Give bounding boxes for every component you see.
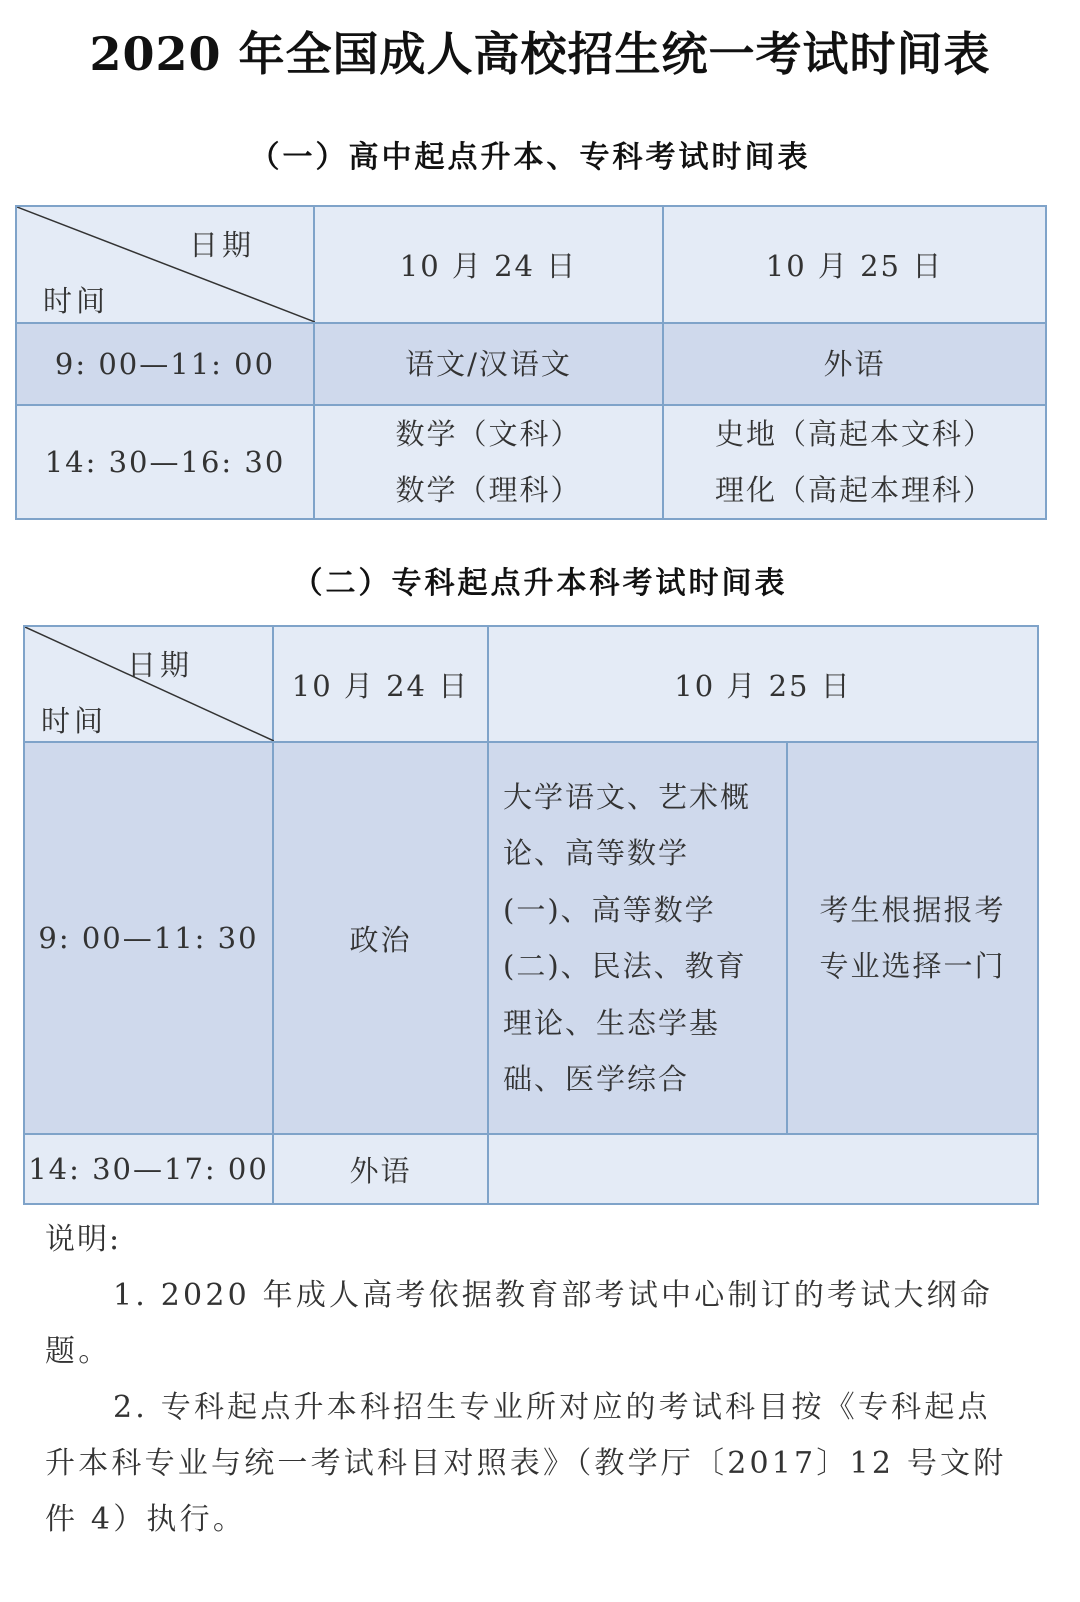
- table-row: [16, 323, 1046, 405]
- table-row: [16, 405, 1046, 519]
- subject-line: (一)、高等数学: [503, 892, 716, 927]
- subject-cell: 政治: [273, 742, 488, 1134]
- note-line: 考生根据报考: [819, 893, 1006, 927]
- notes-heading: 说明:: [45, 1222, 122, 1257]
- table2-corner-cell: [24, 626, 273, 742]
- table1-corner-cell: [16, 206, 314, 323]
- subject-line: 论、高等数学: [503, 836, 690, 870]
- table1-day2-header: 10 月 25 日: [663, 206, 1046, 323]
- time-cell: 14: 30—17: 00: [24, 1134, 273, 1204]
- selection-note-cell: [787, 742, 1038, 1134]
- subject-cell: [663, 405, 1046, 519]
- subject-cell: 外语: [273, 1134, 488, 1204]
- table2-day1-header: 10 月 24 日: [273, 626, 488, 742]
- date-label: 日期: [127, 648, 194, 682]
- note-line: 专业选择一门: [819, 949, 1006, 983]
- subject-line: 语文/汉语文: [405, 347, 572, 381]
- time-cell: 14: 30—16: 30: [16, 405, 314, 519]
- note-item-2: 2. 专科起点升本科招生专业所对应的考试科目按《专科起点升本科专业与统一考试科目对照表》（教学厅〔2017〕12 号文附件 4）执行。: [45, 1390, 1007, 1537]
- time-label: 时间: [43, 284, 110, 318]
- page-title: 2020 年全国成人高校招生统一考试时间表: [89, 27, 991, 81]
- time-label: 时间: [41, 704, 108, 738]
- table1-schedule: [15, 205, 1047, 520]
- note-item-1: 1. 2020 年成人高考依据教育部考试中心制订的考试大纲命题。: [45, 1278, 994, 1369]
- subject-cell: [663, 323, 1046, 405]
- table1-header-row: [16, 206, 1046, 323]
- table2-header-row: [24, 626, 1038, 742]
- date-label: 日期: [189, 228, 256, 262]
- table1-day1-header: 10 月 24 日: [314, 206, 663, 323]
- subject-line: 理化（高起本理科）: [714, 473, 994, 507]
- notes-section: [45, 1212, 1020, 1548]
- subject-line: (二)、民法、教育: [503, 949, 747, 983]
- subject-list-cell: [488, 742, 787, 1134]
- subject-line: 理论、生态学基: [503, 1005, 721, 1040]
- table-row: [24, 1134, 1038, 1204]
- subject-line: 础、医学综合: [503, 1062, 690, 1096]
- subject-line: 史地（高起本文科）: [714, 417, 994, 451]
- subject-line: 数学（理科）: [395, 473, 582, 507]
- empty-cell: [488, 1134, 1038, 1204]
- time-cell: 9: 00—11: 00: [16, 323, 314, 405]
- table-row: [24, 742, 1038, 1134]
- time-cell: 9: 00—11: 30: [24, 742, 273, 1134]
- subject-cell: [314, 323, 663, 405]
- table2-schedule: [23, 625, 1039, 1205]
- table2-day2-header: 10 月 25 日: [488, 626, 1038, 742]
- subject-line: 数学（文科）: [395, 417, 582, 451]
- subject-cell: [314, 405, 663, 519]
- table2-subtitle: （二）专科起点升本科考试时间表: [292, 566, 788, 601]
- subject-line: 大学语文、艺术概: [503, 779, 752, 814]
- subject-line: 外语: [823, 347, 886, 381]
- table1-subtitle: （一）高中起点升本、专科考试时间表: [249, 140, 811, 175]
